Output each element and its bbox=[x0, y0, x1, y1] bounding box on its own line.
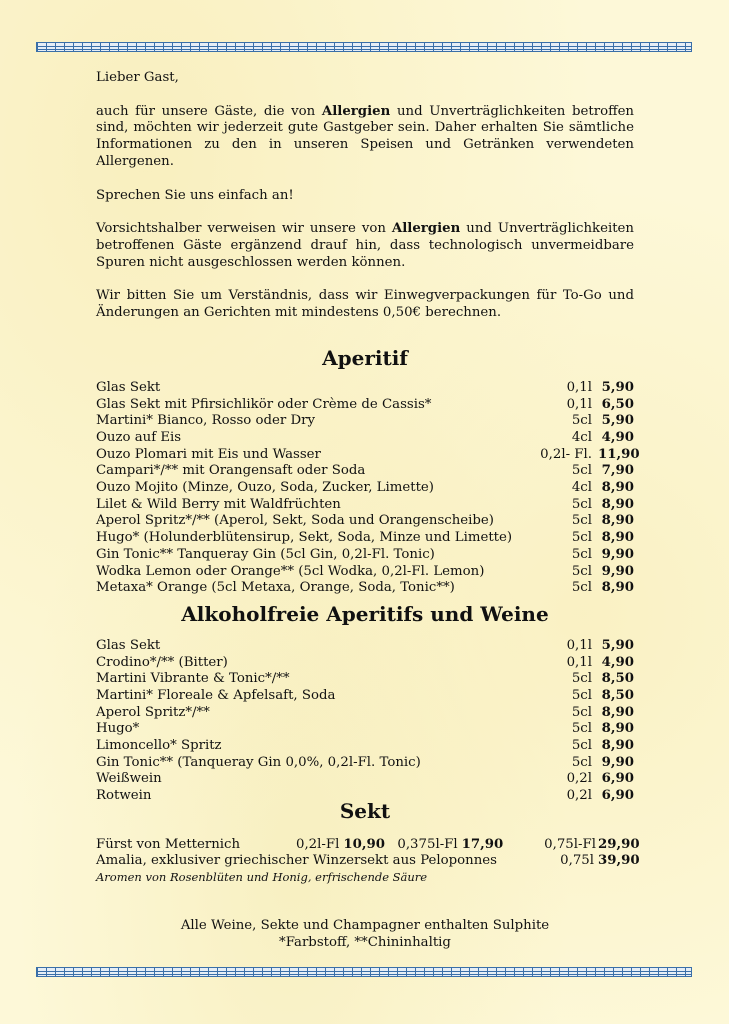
menu-content bbox=[96, 70, 640, 951]
list-item-furst-von-metternich: Fürst von Metternich 0,2l-Fl 10,90 0,375l-Fl 17,90 0,75l-Fl 29,90 bbox=[96, 836, 640, 852]
alkoholfrei-list bbox=[96, 638, 634, 805]
intro-paragraph-traces: Vorsichtshalber verweisen wir unsere von Allergien und Unverträglichkeiten betroffenen Gäste ergänzend drauf hin, dass technologisch unvermeidbare Spuren nicht ausgeschlossen werden können. bbox=[96, 221, 634, 270]
list-item: Campari*/** mit Orangensaft oder Soda 5cl 7,90 bbox=[96, 463, 634, 479]
decorative-border-bottom bbox=[36, 967, 692, 977]
list-item: Martini* Bianco, Rosso oder Dry 5cl 5,90 bbox=[96, 413, 634, 429]
section-title-sekt: Sekt bbox=[339, 798, 391, 823]
greeting: Lieber Gast, bbox=[96, 70, 179, 85]
section-title-alkoholfrei: Alkoholfreie Aperitifs und Weine bbox=[181, 601, 549, 626]
list-item: Limoncello* Spritz 5cl 8,90 bbox=[96, 738, 634, 754]
list-item: Ouzo auf Eis 4cl 4,90 bbox=[96, 430, 634, 446]
footer-sulphite-note: Alle Weine, Sekte und Champagner enthalten Sulphite bbox=[180, 918, 550, 934]
list-item: Aperol Spritz*/** (Aperol, Sekt, Soda und Orangenscheibe) 5cl 8,90 bbox=[96, 513, 634, 529]
list-item: Ouzo Mojito (Minze, Ouzo, Soda, Zucker, Limette) 4cl 8,90 bbox=[96, 480, 634, 496]
list-item: Aperol Spritz*/** 5cl 8,90 bbox=[96, 704, 634, 720]
list-item: Martini Vibrante & Tonic*/** 5cl 8,50 bbox=[96, 671, 634, 687]
list-item: Rotwein 0,2l 6,90 bbox=[96, 788, 634, 804]
amalia-tasting-note: Aromen von Rosenblüten und Honig, erfrischende Säure bbox=[96, 870, 428, 885]
list-item: Glas Sekt 0,1l 5,90 bbox=[96, 379, 634, 395]
list-item: Hugo* (Holunderblütensirup, Sekt, Soda, Minze und Limette) 5cl 8,90 bbox=[96, 530, 634, 546]
list-item: Glas Sekt 0,1l 5,90 bbox=[96, 637, 634, 653]
list-item: Metaxa* Orange (5cl Metaxa, Orange, Soda, Tonic**) 5cl 8,90 bbox=[96, 580, 634, 596]
aperitif-list bbox=[96, 379, 640, 597]
intro-paragraph-allergies: auch für unsere Gäste, die von Allergien und Unverträglichkeiten betroffen sind, möchten wir jederzeit gute Gastgeber sein. Daher erhalten Sie sämtliche Informationen zu den in unseren Speisen und Getränken verwendeten Allergenen. bbox=[96, 103, 634, 169]
footer-additive-legend: *Farbstoff, **Chininhaltig bbox=[279, 935, 451, 951]
intro-paragraph-contact: Sprechen Sie uns einfach an! bbox=[96, 187, 294, 203]
list-item-amalia: Amalia, exklusiver griechischer Winzersekt aus Peloponnes 0,75l 39,90 bbox=[96, 853, 640, 869]
list-item: Gin Tonic** Tanqueray Gin (5cl Gin, 0,2l-Fl. Tonic) 5cl 9,90 bbox=[96, 546, 634, 562]
list-item: Lilet & Wild Berry mit Waldfrüchten 5cl 8,90 bbox=[96, 496, 634, 512]
list-item: Crodino*/** (Bitter) 0,1l 4,90 bbox=[96, 654, 634, 670]
list-item: Wodka Lemon oder Orange** (5cl Wodka, 0,2l-Fl. Lemon) 5cl 9,90 bbox=[96, 563, 634, 579]
intro-paragraph-togo: Wir bitten Sie um Verständnis, dass wir Einwegverpackungen für To-Go und Änderungen an Gerichten mit mindestens 0,50€ berechnen. bbox=[96, 288, 634, 321]
decorative-border-top bbox=[36, 42, 692, 52]
list-item: Glas Sekt mit Pfirsichlikör oder Crème de Cassis* 0,1l 6,50 bbox=[96, 396, 634, 412]
list-item: Ouzo Plomari mit Eis und Wasser 0,2l- Fl. 11,90 bbox=[96, 446, 640, 462]
footer-notes bbox=[96, 917, 634, 951]
list-item: Hugo* 5cl 8,90 bbox=[96, 721, 634, 737]
list-item: Weißwein 0,2l 6,90 bbox=[96, 771, 634, 787]
section-title-aperitif: Aperitif bbox=[322, 345, 408, 370]
list-item: Gin Tonic** (Tanqueray Gin 0,0%, 0,2l-Fl. Tonic) 5cl 9,90 bbox=[96, 754, 634, 770]
list-item: Martini* Floreale & Apfelsaft, Soda 5cl 8,50 bbox=[96, 687, 634, 703]
